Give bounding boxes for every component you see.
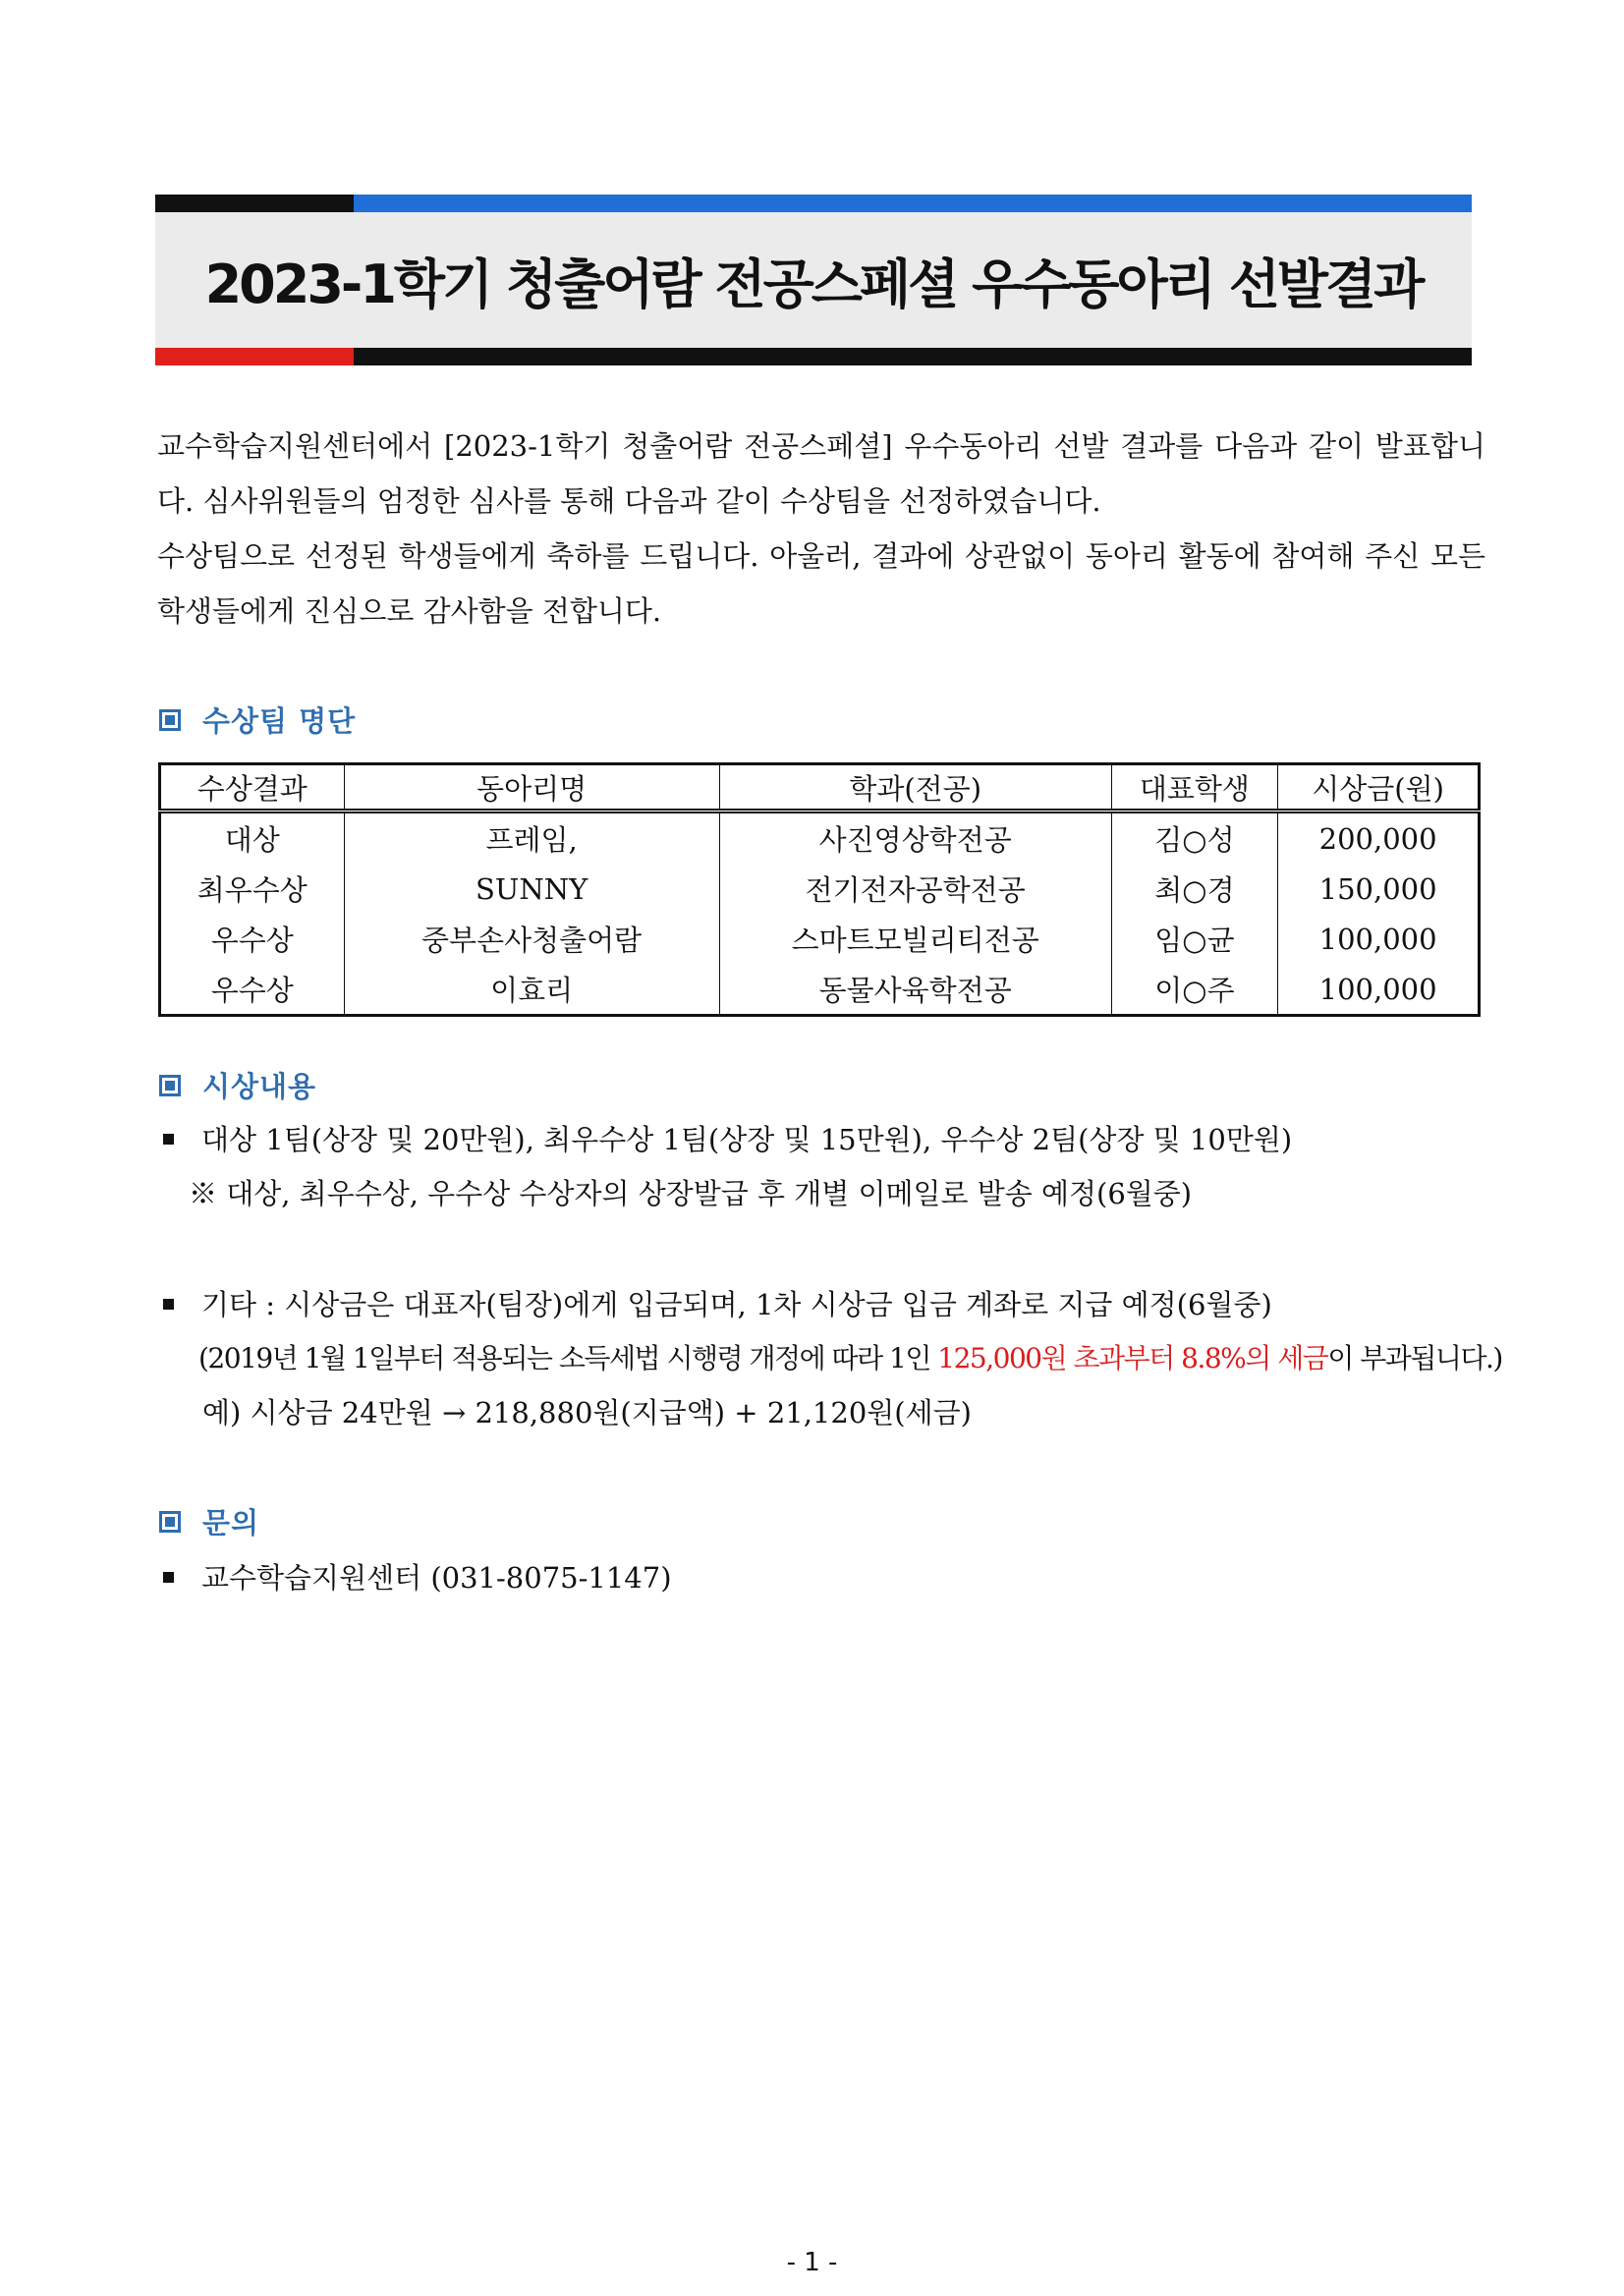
title-banner (155, 195, 1472, 365)
bar-black-segment (155, 195, 354, 212)
bullet-icon (163, 1572, 174, 1583)
title-box (155, 212, 1472, 348)
page-number: - 1 - (786, 2248, 838, 2277)
table-cell: 100,000 (1278, 964, 1480, 1016)
table-cell: 사진영상학전공 (719, 812, 1111, 865)
tax-text-pre: (2019년 1월 1일부터 적용되는 소득세법 시행령 개정에 따라 1인 (198, 1342, 938, 1374)
table-cell: 김○성 (1111, 812, 1278, 865)
bottom-color-bar (155, 348, 1472, 365)
awards-note: ※ 대상, 최우수상, 우수상 수상자의 상장발급 후 개별 이메일로 발송 예정(6월중) (189, 1177, 1193, 1210)
section-title: 문의 (202, 1506, 260, 1540)
table-cell: 이효리 (344, 964, 719, 1016)
other-line (163, 1283, 1272, 1323)
table-cell: 우수상 (210, 924, 294, 957)
table-row (160, 864, 1480, 914)
winners-table (158, 762, 1481, 1017)
table-header-cell: 수상결과 (160, 764, 345, 812)
section-heading-winners (159, 700, 356, 740)
square-bullet-icon (159, 1511, 181, 1533)
contact-text: 교수학습지원센터 (031-8075-1147) (201, 1561, 672, 1595)
table-row (160, 964, 1480, 1016)
tax-example: 예) 시상금 24만원 → 218,880원(지급액) + 21,120원(세금) (202, 1396, 972, 1429)
page-title: 2023-1학기 청출어람 전공스페셜 우수동아리 선발결과 (204, 252, 1423, 315)
table-cell: 중부손사청출어람 (344, 914, 719, 964)
square-bullet-icon (159, 709, 181, 731)
table-row (160, 914, 1480, 964)
table-header-cell: 대표학생 (1111, 764, 1278, 812)
table-cell: 동물사육학전공 (719, 964, 1111, 1016)
table-cell: SUNNY (344, 864, 719, 914)
bullet-icon (163, 1299, 174, 1310)
bar-black-segment (354, 348, 1472, 365)
intro-paragraph-2: 수상팀으로 선정된 학생들에게 축하를 드립니다. 아울러, 결과에 상관없이 동아리 활동에 참여해 주신 모든 학생들에게 진심으로 감사함을 전합니다. (157, 539, 1485, 628)
table-cell: 150,000 (1278, 864, 1480, 914)
intro-paragraph-1: 교수학습지원센터에서 [2023-1학기 청출어람 전공스페셜] 우수동아리 선발 결과를 다음과 같이 발표합니다. 심사위원들의 엄정한 심사를 통해 다음과 같이 수상팀을 선정하였습니다. (157, 429, 1485, 518)
tax-highlight: 125,000원 초과부터 8.8%의 세금 (937, 1342, 1328, 1374)
contact-line (163, 1556, 672, 1596)
table-header-cell: 동아리명 (344, 764, 719, 812)
table-cell: 최○경 (1111, 864, 1278, 914)
table-cell: 스마트모빌리티전공 (719, 914, 1111, 964)
table-header-row (160, 764, 1480, 812)
table-cell: 이○주 (1111, 964, 1278, 1016)
table-cell: 임○균 (1111, 914, 1278, 964)
tax-notice (198, 1337, 1502, 1376)
table-cell: 프레임, (344, 812, 719, 865)
section-heading-contact (159, 1501, 259, 1541)
table-header-cell: 시상금(원) (1278, 764, 1480, 812)
awards-line (163, 1118, 1292, 1158)
bar-red-segment (155, 348, 354, 365)
table-cell: 우수상 (210, 974, 294, 1007)
table-header-cell: 학과(전공) (719, 764, 1111, 812)
bar-blue-segment (354, 195, 1472, 212)
section-title: 수상팀 명단 (202, 704, 357, 738)
tax-text-post: 이 부과됩니다.) (1327, 1342, 1502, 1374)
bullet-icon (163, 1134, 174, 1145)
awards-text: 대상 1팀(상장 및 20만원), 최우수상 1팀(상장 및 15만원), 우수상 2팀(상장 및 10만원) (201, 1123, 1293, 1156)
other-text: 기타 : 시상금은 대표자(팀장)에게 입금되며, 1차 시상금 입금 계좌로 지급 예정(6월중) (201, 1288, 1272, 1321)
top-color-bar (155, 195, 1472, 212)
section-heading-awards (159, 1065, 316, 1105)
table-cell: 전기전자공학전공 (719, 864, 1111, 914)
square-bullet-icon (159, 1075, 181, 1096)
table-cell: 대상 (224, 823, 280, 857)
table-cell: 100,000 (1278, 914, 1480, 964)
table-row (160, 812, 1480, 865)
intro-text (157, 419, 1485, 639)
table-cell: 200,000 (1278, 812, 1480, 865)
section-title: 시상내용 (202, 1070, 317, 1103)
table-cell: 최우수상 (196, 873, 308, 907)
